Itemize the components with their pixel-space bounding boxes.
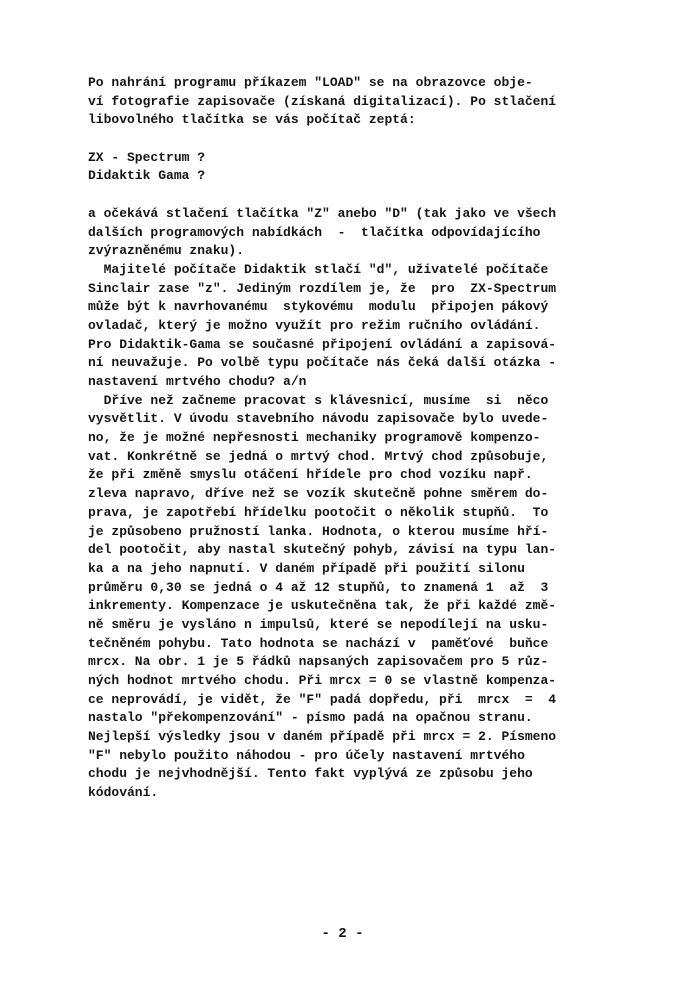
text-line: Po nahrání programu příkazem "LOAD" se na obrazovce obje- [88, 75, 533, 90]
text-line: že při změně smyslu otáčení hřídele pro chod vozíku např. [88, 467, 533, 483]
text-line: ví fotografie zapisovače (získaná digitalizací). Po stlačení [88, 93, 557, 109]
text-line: ně směru je vysláno n impulsů, které se nepodílejí na usku- [88, 616, 549, 632]
text-line: a očekává stlačení tlačítka "Z" anebo "D" (tak jako ve všech [88, 205, 557, 221]
text-line: ných hodnot mrtvého chodu. Při mrcx = 0 se vlastně kompenza- [88, 673, 557, 688]
text-line: Majitelé počítače Didaktik stlačí "d", uživatelé počítače [88, 261, 549, 277]
text-line: je způsobeno pružností lanka. Hodnota, o kterou musíme hří- [88, 523, 549, 539]
text-line: kódování. [88, 785, 159, 801]
text-line: mrcx. Na obr. 1 je 5 řádků napsaných zapisovačem pro 5 růz- [88, 654, 549, 670]
text-line: vat. Konkrétně se jedná o mrtvý chod. Mrtvý chod způsobuje, [88, 448, 549, 464]
text-line: Dříve než začneme pracovat s klávesnicí, musíme si něco [88, 392, 549, 408]
text-line: vysvětlit. V úvodu stavebního návodu zapisovače bylo uvede- [88, 411, 549, 427]
text-line: Didaktik Gama ? [88, 168, 206, 184]
text-line: nastavení mrtvého chodu? a/n [88, 374, 307, 389]
text-line: no, že je možné nepřesnosti mechaniky programově kompenzo- [88, 430, 541, 446]
text-line: del pootočit, aby nastal skutečný pohyb, závisí na typu lan- [88, 542, 557, 558]
text-line: chodu je nejvhodnější. Tento fakt vyplývá ze způsobu jeho [88, 766, 533, 782]
text-line: "F" nebylo použito náhodou - pro účely nastavení mrtvého [88, 747, 525, 763]
text-line: ZX - Spectrum ? [88, 149, 206, 165]
text-line: ovladač, který je možno využít pro režim ručního ovládání. [88, 317, 541, 333]
text-line: dalších programových nabídkách - tlačítka odpovídajícího [88, 224, 541, 240]
text-line: tečněném pohybu. Tato hodnota se nachází v paměťové buňce [88, 635, 549, 651]
text-line: inkrementy. Kompenzace je uskutečněna tak, že při každé změ- [88, 598, 557, 614]
blank-line [88, 186, 608, 205]
text-line: nastalo "překompenzování" - písmo padá na opačnou stranu. [88, 710, 533, 726]
text-line: průměru 0,30 se jedná o 4 až 12 stupňů, to znamená 1 až 3 [88, 579, 549, 595]
text-line: prava, je zapotřebí hřídelku pootočit o několik stupňů. To [88, 504, 549, 520]
text-line: zleva napravo, dříve než se vozík skutečně pohne směrem do- [88, 486, 549, 502]
text-line: ce neprovádí, je vidět, že "F" padá dopředu, při mrcx = 4 [88, 691, 557, 707]
text-line: ní neuvažuje. Po volbě typu počítače nás čeká další otázka - [88, 355, 557, 371]
text-line: ka a na jeho napnutí. V daném případě při použití silonu [88, 560, 525, 576]
text-line: Nejlepší výsledky jsou v daném případě při mrcx = 2. Písmeno [88, 729, 557, 745]
text-line: Pro Didaktik-Gama se současné připojení ovládání a zapisová- [88, 336, 557, 352]
text-line: zvýrazněnému znaku). [88, 243, 245, 259]
text-line: Sinclair zase "z". Jediným rozdílem je, že pro ZX-Spectrum [88, 280, 557, 296]
body-text [88, 74, 608, 803]
text-line: libovolného tlačítka se vás počítač zeptá: [88, 112, 416, 128]
text-line: může být k navrhovanému stykovému modulu připojen pákový [88, 299, 549, 315]
blank-line [88, 130, 608, 149]
page-number: - 2 - [321, 926, 364, 942]
